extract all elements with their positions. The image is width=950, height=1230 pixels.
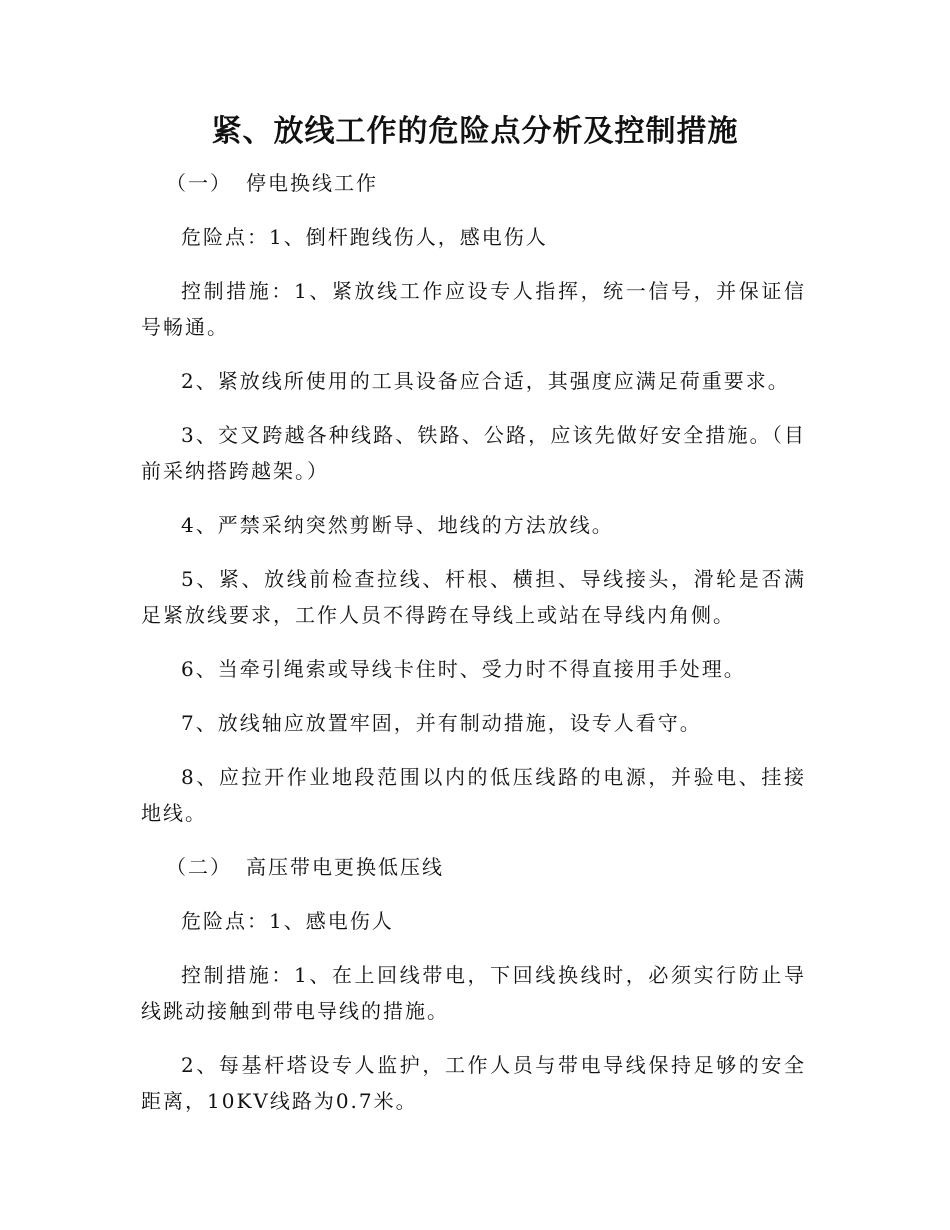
section-2-heading bbox=[141, 849, 806, 885]
paragraph-control-2: 2、紧放线所使用的工具设备应合适，其强度应满足荷重要求。 bbox=[181, 369, 790, 393]
section-2-number: （二） bbox=[166, 855, 232, 879]
section-1-number: （一） bbox=[166, 171, 232, 195]
paragraph-control-6: 6、当牵引绳索或导线卡住时、受力时不得直接用手处理。 bbox=[181, 657, 746, 681]
document-title: 紧、放线工作的危险点分析及控制措施 bbox=[211, 114, 739, 149]
paragraph-control-4: 4、严禁采纳突然剪断导、地线的方法放线。 bbox=[181, 513, 614, 537]
section-1-heading bbox=[141, 165, 806, 201]
paragraph-control-2-2: 2、每基杆塔设专人监护，工作人员与带电导线保持足够的安全距离，10KV线路为0.7米。 bbox=[141, 1053, 806, 1113]
paragraph-control-2-1: 控制措施：1、在上回线带电，下回线换线时，必须实行防止导线跳动接触到带电导线的措施。 bbox=[141, 963, 806, 1023]
paragraph-control-5: 5、紧、放线前检查拉线、杆根、横担、导线接头，滑轮是否满足紧放线要求，工作人员不得跨在导线上或站在导线内角侧。 bbox=[141, 567, 806, 627]
document-body bbox=[141, 165, 806, 1119]
paragraph-control-8: 8、应拉开作业地段范围以内的低压线路的电源，并验电、挂接地线。 bbox=[141, 765, 806, 825]
section-2-title: 高压带电更换低压线 bbox=[246, 855, 444, 879]
paragraph-control-7: 7、放线轴应放置牢固，并有制动措施，设专人看守。 bbox=[181, 711, 702, 735]
paragraph-control-3: 3、交叉跨越各种线路、铁路、公路，应该先做好安全措施。（目前采纳搭跨越架。） bbox=[141, 423, 806, 483]
section-1-title: 停电换线工作 bbox=[246, 171, 378, 195]
paragraph-hazard-1: 危险点：1、倒杆跑线伤人，感电伤人 bbox=[181, 225, 548, 249]
paragraph-control-1: 控制措施：1、紧放线工作应设专人指挥，统一信号，并保证信号畅通。 bbox=[141, 279, 806, 339]
paragraph-hazard-2: 危险点：1、感电伤人 bbox=[181, 909, 394, 933]
